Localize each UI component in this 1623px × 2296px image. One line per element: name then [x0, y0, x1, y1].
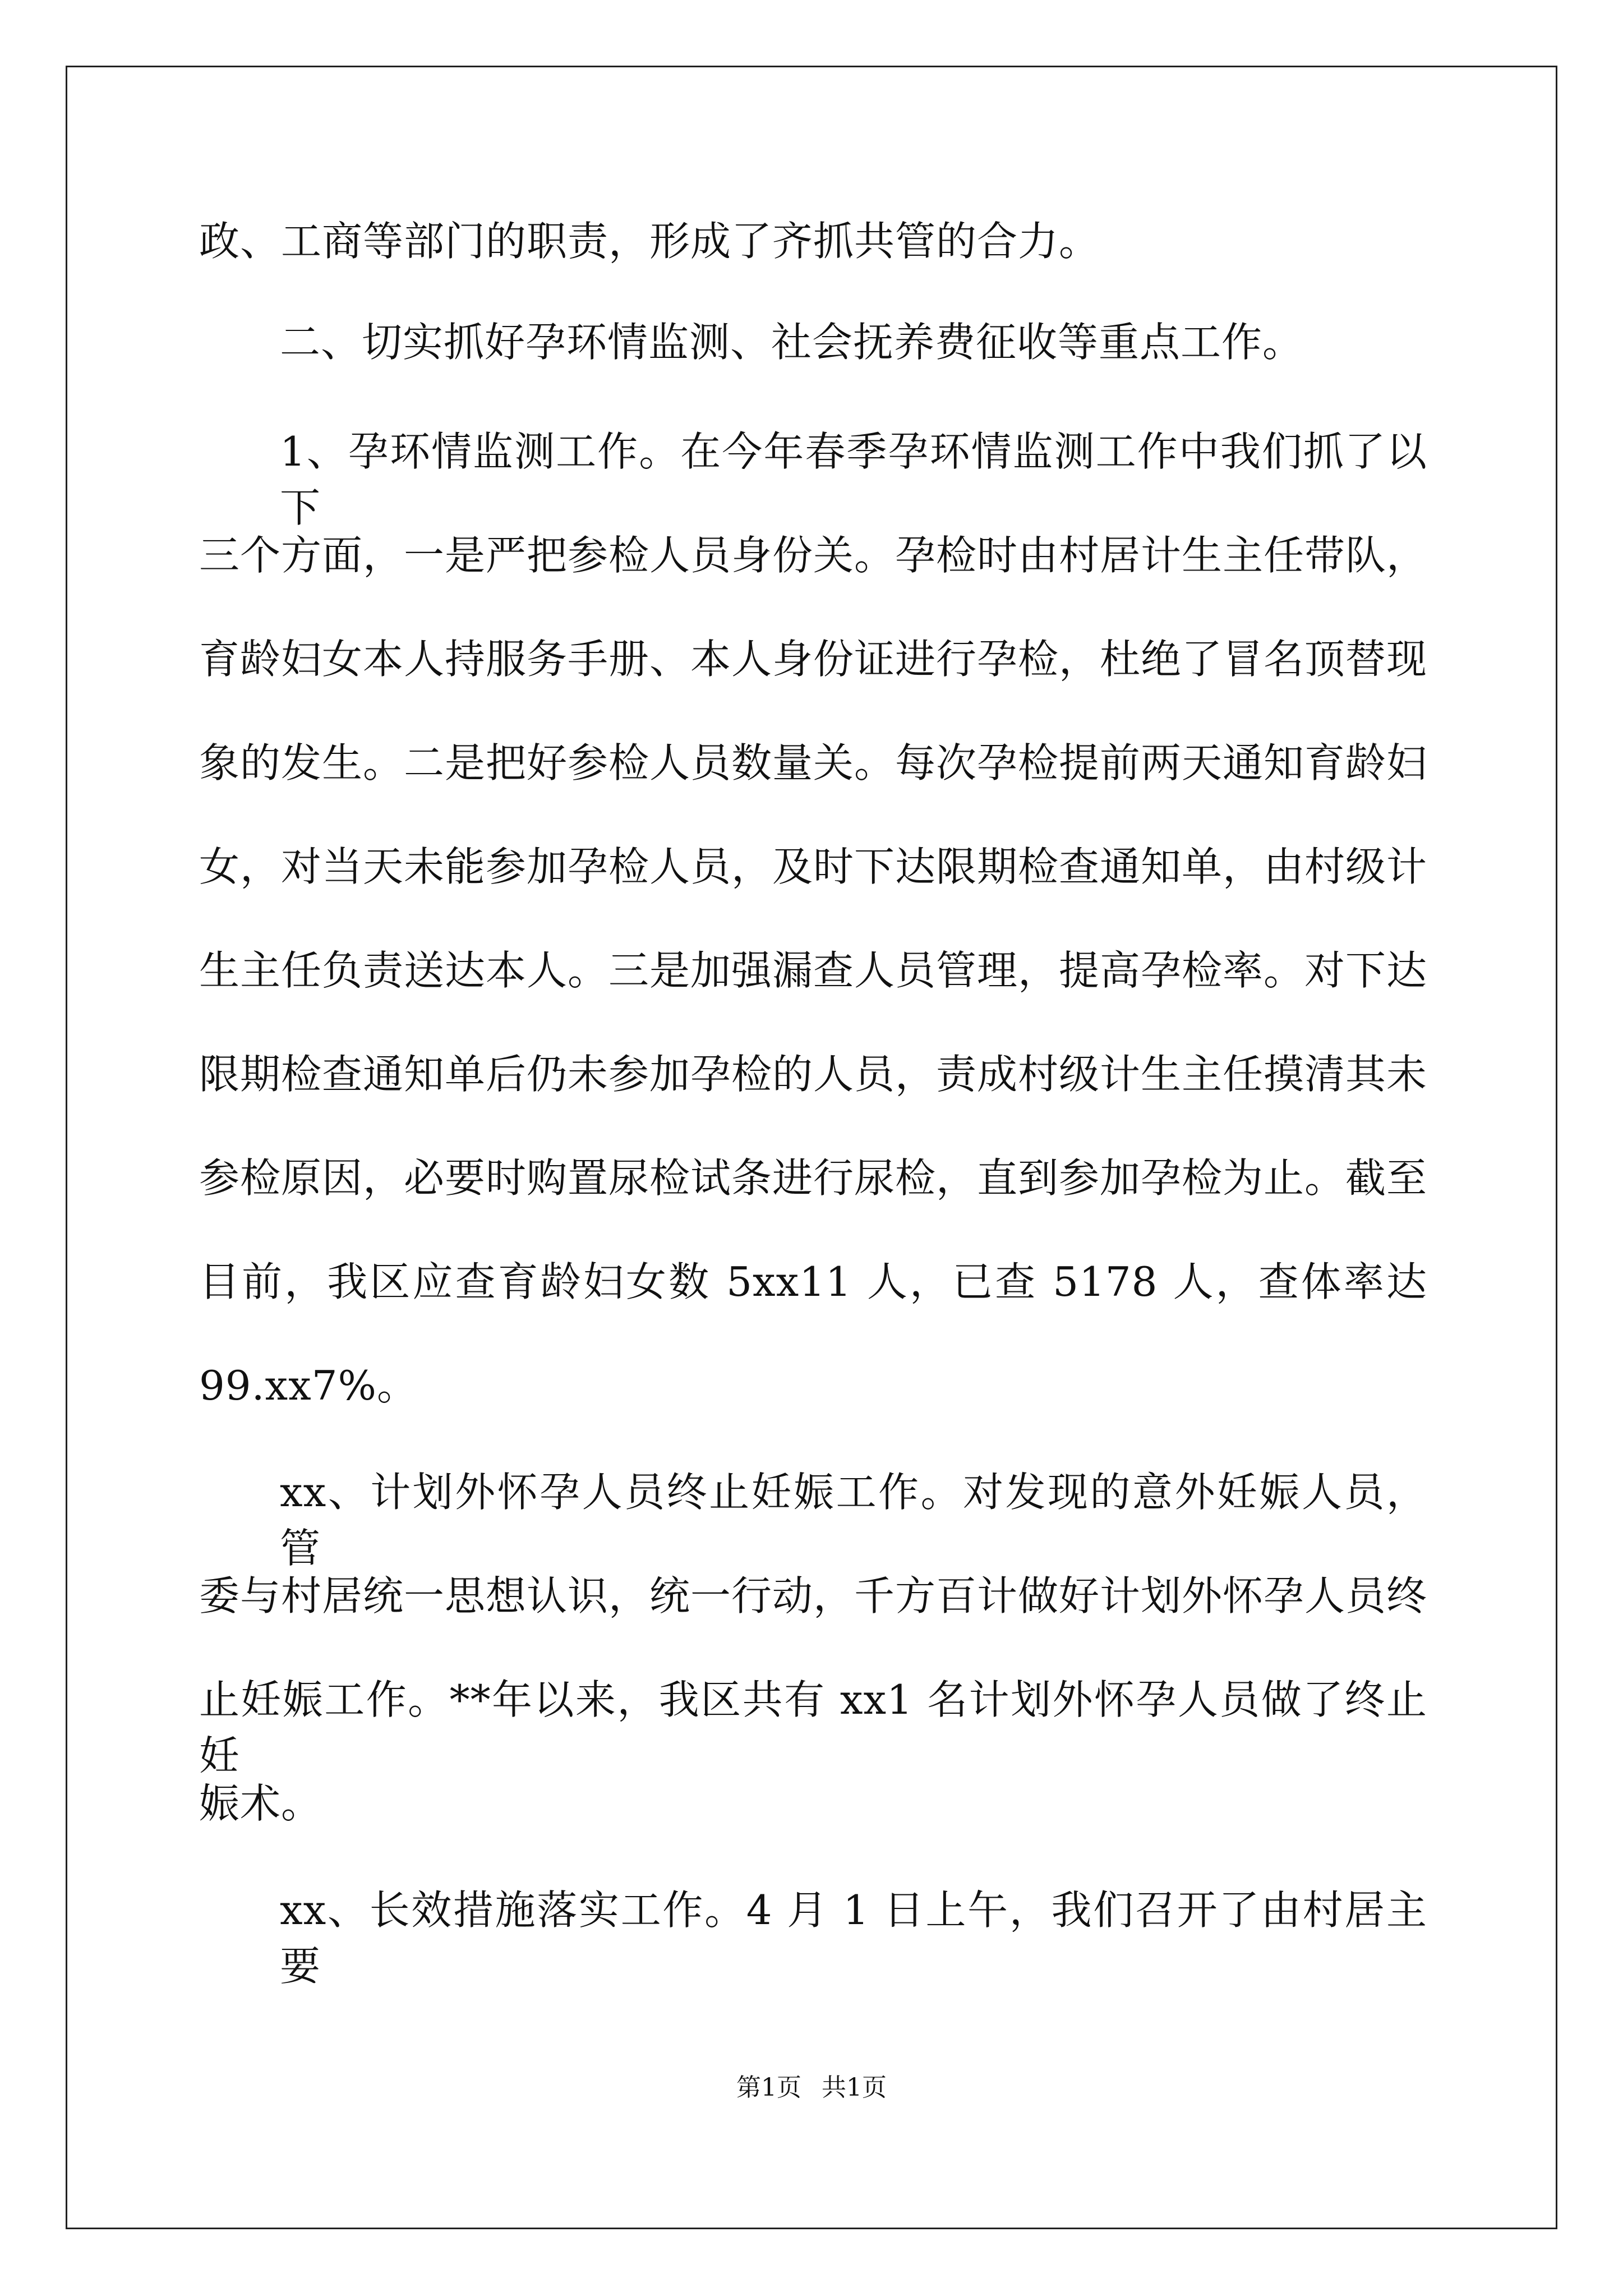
text-line: 委与村居统一思想认识，统一行动，千方百计做好计划外怀孕人员终 — [199, 1572, 1428, 1619]
text-line: 育龄妇女本人持服务手册、本人身份证进行孕检，杜绝了冒名顶替现 — [199, 636, 1428, 683]
text-line: 生主任负责送达本人。三是加强漏查人员管理，提高孕检率。对下达 — [199, 947, 1428, 994]
text-line: 女，对当天未能参加孕检人员，及时下达限期检查通知单，由村级计 — [199, 843, 1428, 890]
text-line: 象的发生。二是把好参检人员数量关。每次孕检提前两天通知育龄妇 — [199, 739, 1428, 786]
text-line: 限期检查通知单后仍未参加孕检的人员，责成村级计生主任摸清其未 — [199, 1051, 1428, 1098]
page-footer — [0, 2071, 1623, 2105]
text-line: 娠术。 — [199, 1780, 322, 1827]
text-line: 三个方面，一是严把参检人员身份关。孕检时由村居计生主任带队， — [199, 532, 1428, 579]
text-line: 99.xx7%。 — [199, 1362, 418, 1409]
page-number: 第1页 — [736, 2073, 801, 2102]
text-line: 止妊娠工作。**年以来，我区共有 xx1 名计划外怀孕人员做了终止妊 — [199, 1676, 1427, 1779]
text-line: 政、工商等部门的职责，形成了齐抓共管的合力。 — [199, 218, 1100, 265]
section-heading: 二、切实抓好孕环情监测、社会抚养费征收等重点工作。 — [280, 319, 1304, 366]
text-line: xx、长效措施落实工作。4 月 1 日上午，我们召开了由村居主要 — [280, 1887, 1427, 1990]
text-line: 目前，我区应查育龄妇女数 5xx11 人，已查 5178 人，查体率达 — [199, 1258, 1427, 1305]
text-line: 1、孕环情监测工作。在今年春季孕环情监测工作中我们抓了以下 — [280, 428, 1427, 531]
page-total: 共1页 — [822, 2073, 887, 2102]
text-line: 参检原因，必要时购置尿检试条进行尿检，直到参加孕检为止。截至 — [199, 1154, 1428, 1202]
text-line: xx、计划外怀孕人员终止妊娠工作。对发现的意外妊娠人员，管 — [280, 1469, 1427, 1572]
